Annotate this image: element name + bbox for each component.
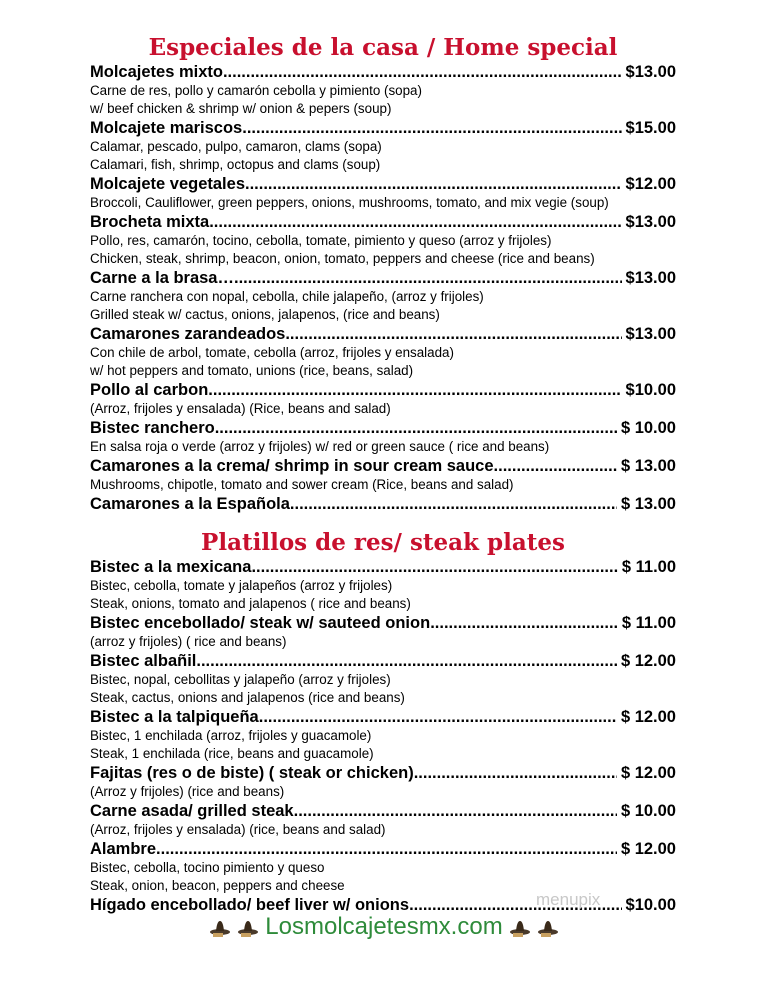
item-list <box>90 557 676 915</box>
dot-leader <box>494 456 617 476</box>
menu-item-price: $ 11.00 <box>621 558 676 576</box>
dot-leader <box>196 651 617 671</box>
section-home-special <box>90 34 676 514</box>
menu-item-name: Carne asada/ grilled steak <box>90 802 294 820</box>
menu-item-line <box>90 212 676 232</box>
menu-item <box>90 494 676 514</box>
menu-item-line <box>90 268 676 288</box>
menu-item-description: Calamar, pescado, pulpo, camaron, clams (sopa) <box>90 139 382 154</box>
menu-item-description: Mushrooms, chipotle, tomato and sower cream (Rice, beans and salad) <box>90 477 514 492</box>
menu-item-line <box>90 456 676 476</box>
menu-item <box>90 763 676 801</box>
menu-item <box>90 380 676 418</box>
menu-item-description: Steak, cactus, onions and jalapenos (rice and beans) <box>90 690 405 705</box>
menu-item-price: $ 12.00 <box>620 652 676 670</box>
menu-item-line <box>90 839 676 859</box>
menu-item <box>90 418 676 456</box>
menu-item-line <box>90 494 676 514</box>
dot-leader <box>290 494 617 514</box>
menu-item-price: $ 12.00 <box>620 764 676 782</box>
menu-item-description: Bistec, cebolla, tomate y jalapeños (arroz y frijoles) <box>90 578 393 593</box>
menu-item-line <box>90 763 676 783</box>
menu-item-name: Carne a la brasa… <box>90 269 234 287</box>
section-title: Platillos de res/ steak plates <box>201 529 565 556</box>
menu-item-name: Molcajete vegetales <box>90 175 245 193</box>
menu-item-description: (arroz y frijoles) ( rice and beans) <box>90 634 287 649</box>
menu-item <box>90 456 676 494</box>
menu-item-name: Pollo al carbon <box>90 381 209 399</box>
sombrero-icon <box>509 916 531 938</box>
menu-item-description: Steak, 1 enchilada (rice, beans and guacamole) <box>90 746 374 761</box>
dot-leader <box>208 380 621 400</box>
menu-item-description: Grilled steak w/ cactus, onions, jalapenos, (rice and beans) <box>90 307 440 322</box>
dot-leader <box>285 324 621 344</box>
menu-item-name: Alambre <box>90 840 157 858</box>
menu-item-line <box>90 801 676 821</box>
menu-item <box>90 839 676 895</box>
menu-item-description: Carne de res, pollo y camarón cebolla y pimiento (sopa) <box>90 83 422 98</box>
menu-item-name: Bistec ranchero <box>90 419 215 437</box>
footer <box>0 913 768 943</box>
watermark: menupix <box>536 890 601 909</box>
menu-item-name: Camarones zarandeados <box>90 325 286 343</box>
menu-item-name: Bistec albañil <box>90 652 197 670</box>
dot-leader <box>242 118 621 138</box>
menu-item-description: Bistec, nopal, cebollitas y jalapeño (arroz y frijoles) <box>90 672 391 687</box>
menu-item-description: Calamari, fish, shrimp, octopus and clams (soup) <box>90 157 381 172</box>
dot-leader <box>223 62 622 82</box>
menu-item-price: $15.00 <box>625 119 676 137</box>
menu-item-line <box>90 118 676 138</box>
menu-item-price: $ 13.00 <box>620 457 676 475</box>
menu-item-name: Bistec a la mexicana <box>90 558 252 576</box>
menu-item <box>90 268 676 324</box>
dot-leader <box>414 763 617 783</box>
menu-item-name: Bistec encebollado/ steak w/ sauteed onion <box>90 614 431 632</box>
menu-item-description: Carne ranchera con nopal, cebolla, chile jalapeño, (arroz y frijoles) <box>90 289 484 304</box>
menu-item-price: $13.00 <box>625 213 676 231</box>
menu-item-price: $ 13.00 <box>620 495 676 513</box>
menu-item <box>90 707 676 763</box>
menu-item-description: Steak, onions, tomato and jalapenos ( rice and beans) <box>90 596 411 611</box>
menu-item-name: Brocheta mixta <box>90 213 210 231</box>
menu-item-description: (Arroz, frijoles y ensalada) (rice, beans and salad) <box>90 822 386 837</box>
menu-item-price: $ 11.00 <box>621 614 676 632</box>
menu-item-price: $ 10.00 <box>620 419 676 437</box>
menu-item-name: Fajitas (res o de biste) ( steak or chicken) <box>90 764 414 782</box>
menu-item-description: Pollo, res, camarón, tocino, cebolla, tomate, pimiento y queso (arroz y frijoles) <box>90 233 552 248</box>
dot-leader <box>259 707 617 727</box>
menu-item-name: Bistec a la talpiqueña <box>90 708 259 726</box>
section-title: Especiales de la casa / Home special <box>148 34 618 61</box>
dot-leader <box>215 418 617 438</box>
menu-item-description: En salsa roja o verde (arroz y frijoles) w/ red or green sauce ( rice and beans) <box>90 439 550 454</box>
menu-item-line <box>90 380 676 400</box>
menu-item-line <box>90 62 676 82</box>
menu-item-description: Steak, onion, beacon, peppers and cheese <box>90 878 345 893</box>
menu-item-price: $10.00 <box>625 381 676 399</box>
menu-item-line <box>90 324 676 344</box>
sombrero-icon <box>237 916 259 938</box>
menu-item <box>90 212 676 268</box>
menu-item-description: w/ hot peppers and tomato, unions (rice, beans, salad) <box>90 363 414 378</box>
menu-item <box>90 651 676 707</box>
menu-item-line <box>90 174 676 194</box>
menu-item <box>90 801 676 839</box>
menu-item <box>90 118 676 174</box>
menu-item-description: Bistec, cebolla, tocino pimiento y queso <box>90 860 325 875</box>
dot-leader <box>234 268 622 288</box>
dot-leader <box>156 839 617 859</box>
menu-item-price: $13.00 <box>625 63 676 81</box>
menu-item-name: Camarones a la Española <box>90 495 290 513</box>
menu-item-price: $ 12.00 <box>620 708 676 726</box>
menu-item-line <box>90 651 676 671</box>
menu-item-description: w/ beef chicken & shrimp w/ onion & pepers (soup) <box>90 101 392 116</box>
dot-leader <box>294 801 617 821</box>
menu-item <box>90 324 676 380</box>
menu-item-description: Con chile de arbol, tomate, cebolla (arroz, frijoles y ensalada) <box>90 345 454 360</box>
dot-leader <box>430 613 618 633</box>
menu-item-line <box>90 557 676 577</box>
dot-leader <box>251 557 617 577</box>
menu-item-description: Bistec, 1 enchilada (arroz, frijoles y guacamole) <box>90 728 372 743</box>
website-link[interactable]: Losmolcajetesmx.com <box>265 913 503 940</box>
menu-item <box>90 62 676 118</box>
section-steak-plates <box>90 529 676 915</box>
menu-item-line <box>90 418 676 438</box>
menu-item-line <box>90 707 676 727</box>
menu-item-price: $13.00 <box>625 269 676 287</box>
menu-item-name: Camarones a la crema/ shrimp in sour cream sauce <box>90 457 494 475</box>
menu-item-description: (Arroz, frijoles y ensalada) (Rice, beans and salad) <box>90 401 391 416</box>
dot-leader <box>209 212 621 232</box>
menu-item-name: Molcajete mariscos <box>90 119 243 137</box>
menu-item-description: Chicken, steak, shrimp, beacon, onion, tomato, peppers and cheese (rice and beans) <box>90 251 595 266</box>
menu-item-description: Broccoli, Cauliflower, green peppers, onions, mushrooms, tomato, and mix vegie (soup) <box>90 195 609 210</box>
dot-leader <box>245 174 622 194</box>
menu-item-name: Hígado encebollado/ beef liver w/ onions <box>90 896 410 914</box>
menu-item-description: (Arroz y frijoles) (rice and beans) <box>90 784 285 799</box>
menu-item-price: $ 12.00 <box>620 840 676 858</box>
menu-item-price: $12.00 <box>625 175 676 193</box>
item-list <box>90 62 676 514</box>
footer-row <box>209 913 558 941</box>
sombrero-icon <box>537 916 559 938</box>
menu-item <box>90 613 676 651</box>
menu-item <box>90 557 676 613</box>
menu-item-price: $ 10.00 <box>620 802 676 820</box>
menu-item-line <box>90 613 676 633</box>
sombrero-icon <box>209 916 231 938</box>
menu-item-price: $10.00 <box>625 896 676 914</box>
menu-item <box>90 174 676 212</box>
menu-item-name: Molcajetes mixto <box>90 63 223 81</box>
menu-item-price: $13.00 <box>625 325 676 343</box>
